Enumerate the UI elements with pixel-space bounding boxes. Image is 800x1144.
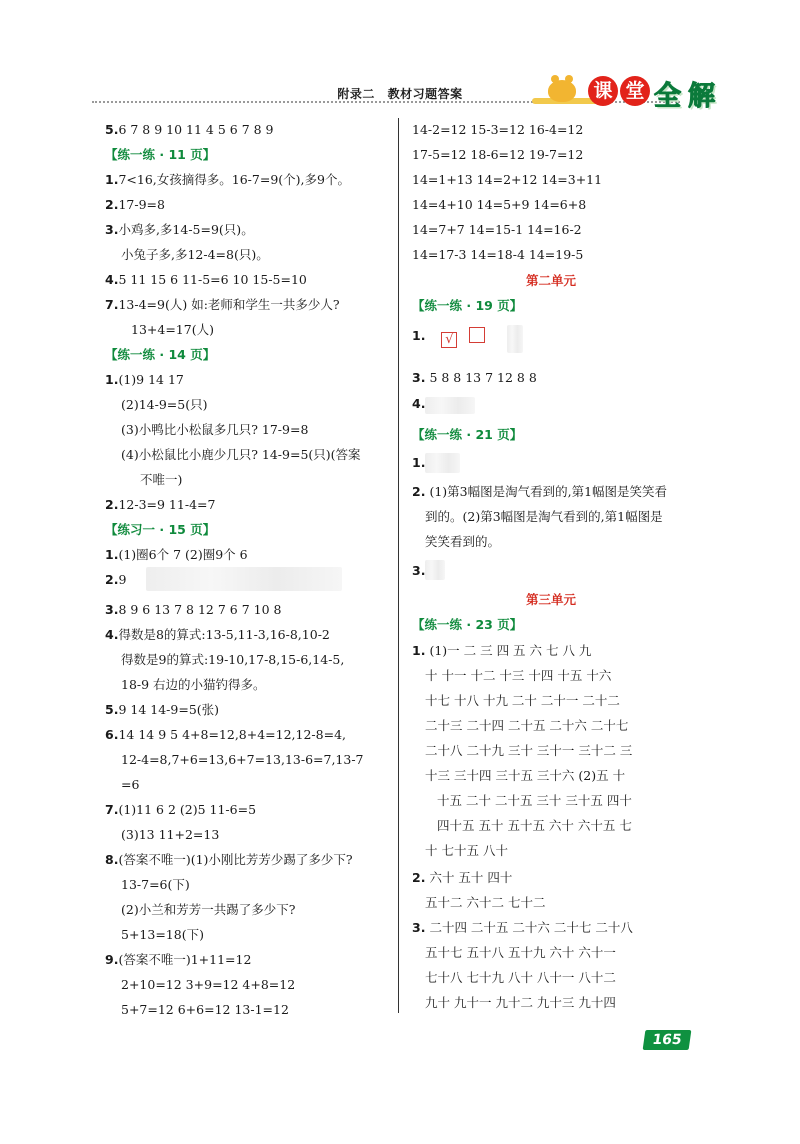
column-divider <box>398 118 399 1013</box>
question-number: 2. <box>412 484 426 499</box>
answer-line <box>121 927 204 943</box>
answer-text: 18-9 右边的小猫钓得多。 <box>121 677 266 692</box>
answer-image-placeholder <box>507 325 523 353</box>
answer-line <box>121 447 361 463</box>
answer-line: 五十七 五十八 五十九 六十 六十一 <box>425 945 616 960</box>
answer-text: 8 9 6 13 7 8 12 7 6 7 10 8 <box>118 602 282 617</box>
answer-text: 2+10=12 3+9=12 4+8=12 <box>121 977 296 992</box>
logo-char-1: 课 <box>588 76 618 106</box>
answer-text: (1)圈6个 7 (2)圈9个 6 <box>118 547 248 562</box>
answer-line <box>121 977 295 993</box>
answer-text: 6 7 8 9 10 11 4 5 6 7 8 9 <box>118 122 274 137</box>
answer-line <box>121 827 219 843</box>
answer-line: 五十二 六十二 七十二 <box>425 895 546 910</box>
section-heading: 【练一练 · 11 页】 <box>105 147 216 162</box>
answer-line <box>121 877 190 893</box>
checkbox-checked: √ <box>441 332 457 348</box>
answer-line: 十五 二十 二十五 三十 三十五 四十 <box>437 793 632 808</box>
answer-line: 笑笑看到的。 <box>425 534 501 549</box>
answer-text: 9 14 14-9=5(张) <box>118 702 220 717</box>
section-heading: 【练一练 · 19 页】 <box>412 298 523 313</box>
answer-line <box>121 902 295 918</box>
answer-text: (1)11 6 2 (2)5 11-6=5 <box>118 802 257 817</box>
appendix-label: 附录二 <box>337 87 375 101</box>
question-number: 3. <box>412 563 426 578</box>
question-number: 3. <box>412 370 426 385</box>
answer-text: 13-4=9(人) 如:老师和学生一共多少人? <box>118 297 340 312</box>
logo-char-2: 堂 <box>620 76 650 106</box>
question-number: 3. <box>105 602 119 617</box>
answer-line <box>105 272 307 288</box>
answer-line <box>412 396 425 412</box>
section-heading: 【练习一 · 15 页】 <box>105 522 216 537</box>
answer-text: 二十四 二十五 二十六 二十七 二十八 <box>429 920 633 935</box>
answer-text: 5+13=18(下) <box>121 927 204 942</box>
answer-line <box>105 602 281 618</box>
answer-line <box>412 327 521 348</box>
question-number: 1. <box>412 455 426 470</box>
answer-line <box>105 852 353 868</box>
answer-line <box>121 247 269 263</box>
answer-line <box>412 455 425 471</box>
answer-line <box>121 677 266 693</box>
answer-line <box>121 777 139 793</box>
answer-line <box>105 727 346 743</box>
answer-text: 5 8 8 13 7 12 8 8 <box>429 370 537 385</box>
answer-line <box>121 1002 289 1018</box>
answer-text: =6 <box>121 777 140 792</box>
answer-line: 十三 三十四 三十五 三十六 (2)五 十 <box>425 768 626 783</box>
answer-line <box>105 372 184 388</box>
question-number: 8. <box>105 852 119 867</box>
answer-text: (4)小松鼠比小鹿少几只? 14-9=5(只)(答案 <box>121 447 361 462</box>
unit-title: 第二单元 <box>526 273 577 288</box>
answer-text: 14 14 9 5 4+8=12,8+4=12,12-8=4, <box>118 727 347 742</box>
answer-line <box>121 397 207 413</box>
answer-line <box>412 370 537 386</box>
question-number: 7. <box>105 802 119 817</box>
answer-text: 13-7=6(下) <box>121 877 190 892</box>
answer-line: 17-5=12 18-6=12 19-7=12 <box>412 147 584 162</box>
answer-line: 14-2=12 15-3=12 16-4=12 <box>412 122 584 137</box>
logo-char-4: 解 <box>688 81 715 112</box>
answer-line <box>105 802 256 818</box>
question-number: 4. <box>105 627 119 642</box>
answer-line <box>105 222 254 238</box>
answer-text: 5 11 15 6 11-5=6 10 15-5=10 <box>118 272 307 287</box>
answer-text: (1)一 二 三 四 五 六 七 八 九 <box>429 643 592 658</box>
answer-line <box>105 572 126 588</box>
section-heading: 【练一练 · 23 页】 <box>412 617 523 632</box>
answer-text: 小兔子多,多12-4=8(只)。 <box>121 247 269 262</box>
answer-line <box>105 547 248 563</box>
question-number: 1. <box>412 643 426 658</box>
answer-text: 小鸡多,多14-5=9(只)。 <box>118 222 254 237</box>
answer-line: 14=17-3 14=18-4 14=19-5 <box>412 247 584 262</box>
answer-text: (1)9 14 17 <box>118 372 184 387</box>
answer-text: 13+4=17(人) <box>131 322 214 337</box>
answer-line <box>121 422 308 438</box>
logo-char-3: 全 <box>654 81 681 112</box>
answer-line: 九十 九十一 九十二 九十三 九十四 <box>425 995 616 1010</box>
answer-line: 到的。(2)第3幅图是淘气看到的,第1幅图是 <box>425 509 663 524</box>
question-number: 2. <box>105 197 119 212</box>
answer-text: 六十 五十 四十 <box>429 870 513 885</box>
question-number: 2. <box>105 497 119 512</box>
answer-line: 十七 十八 十九 二十 二十一 二十二 <box>425 693 620 708</box>
question-number: 4. <box>105 272 119 287</box>
answer-line: 14=7+7 14=15-1 14=16-2 <box>412 222 582 237</box>
answer-text: 17-9=8 <box>118 197 165 212</box>
bear-icon <box>548 80 576 102</box>
question-number: 2. <box>105 572 119 587</box>
answer-line <box>140 472 182 488</box>
answer-line <box>105 627 330 643</box>
answer-line: 四十五 五十 五十五 六十 六十五 七 <box>437 818 632 833</box>
answer-line <box>105 297 340 313</box>
question-number: 3. <box>412 920 426 935</box>
section-heading: 【练一练 · 14 页】 <box>105 347 216 362</box>
answer-line <box>412 870 512 886</box>
answer-text: (2)小兰和芳芳一共踢了多少下? <box>121 902 296 917</box>
answer-text: 12-4=8,7+6=13,6+7=13,13-6=7,13-7 <box>121 752 364 767</box>
answer-line <box>105 172 350 188</box>
answer-line <box>105 122 274 138</box>
book-logo <box>532 72 722 112</box>
answer-text: 得数是8的算式:13-5,11-3,16-8,10-2 <box>118 627 330 642</box>
answer-line <box>105 497 215 513</box>
answer-text: (1)第3幅图是淘气看到的,第1幅图是笑笑看 <box>429 484 668 499</box>
answer-line <box>121 652 344 668</box>
answer-text: 5+7=12 6+6=12 13-1=12 <box>121 1002 289 1017</box>
answer-line: 14=4+10 14=5+9 14=6+8 <box>412 197 587 212</box>
question-number: 1. <box>412 328 426 343</box>
header-title: 教材习题答案 <box>387 87 463 101</box>
answer-image-placeholder <box>425 453 460 473</box>
answer-line <box>412 643 591 659</box>
answer-text: (3)13 11+2=13 <box>121 827 220 842</box>
answer-line <box>131 322 214 338</box>
answer-text: (3)小鸭比小松鼠多几只? 17-9=8 <box>121 422 309 437</box>
question-number: 5. <box>105 122 119 137</box>
answer-text: (答案不唯一)1+11=12 <box>118 952 252 967</box>
question-number: 1. <box>105 547 119 562</box>
answer-text: 得数是9的算式:19-10,17-8,15-6,14-5, <box>121 652 345 667</box>
answer-line <box>105 197 165 213</box>
answer-line <box>105 952 251 968</box>
question-number: 9. <box>105 952 119 967</box>
answer-line: 七十八 七十九 八十 八十一 八十二 <box>425 970 616 985</box>
question-number: 4. <box>412 396 426 411</box>
answer-line: 二十八 二十九 三十 三十一 三十二 三 <box>425 743 633 758</box>
answer-line <box>412 563 425 579</box>
unit-title: 第三单元 <box>526 592 577 607</box>
question-number: 6. <box>105 727 119 742</box>
answer-image-placeholder <box>146 567 342 591</box>
question-number: 2. <box>412 870 426 885</box>
question-number: 1. <box>105 172 119 187</box>
answer-image-placeholder <box>425 560 445 580</box>
question-number: 3. <box>105 222 119 237</box>
answer-text: (答案不唯一)(1)小刚比芳芳少踢了多少下? <box>118 852 353 867</box>
checkbox-empty <box>469 327 485 343</box>
answer-line: 二十三 二十四 二十五 二十六 二十七 <box>425 718 629 733</box>
answer-text: 不唯一) <box>140 472 183 487</box>
answer-text: (2)14-9=5(只) <box>121 397 208 412</box>
question-number: 1. <box>105 372 119 387</box>
section-heading: 【练一练 · 21 页】 <box>412 427 523 442</box>
answer-line: 十 十一 十二 十三 十四 十五 十六 <box>425 668 612 683</box>
answer-text: 9 <box>118 572 127 587</box>
page-number: 165 <box>643 1030 692 1050</box>
question-number: 5. <box>105 702 119 717</box>
answer-image-placeholder <box>425 397 475 414</box>
question-number: 7. <box>105 297 119 312</box>
answer-line: 14=1+13 14=2+12 14=3+11 <box>412 172 603 187</box>
answer-line <box>412 484 667 500</box>
answer-line <box>412 920 633 936</box>
answer-line <box>121 752 364 768</box>
answer-text: 7<16,女孩摘得多。16-7=9(个),多9个。 <box>118 172 350 187</box>
answer-line <box>105 702 219 718</box>
answer-text: 12-3=9 11-4=7 <box>118 497 216 512</box>
answer-line: 十 七十五 八十 <box>425 843 508 858</box>
